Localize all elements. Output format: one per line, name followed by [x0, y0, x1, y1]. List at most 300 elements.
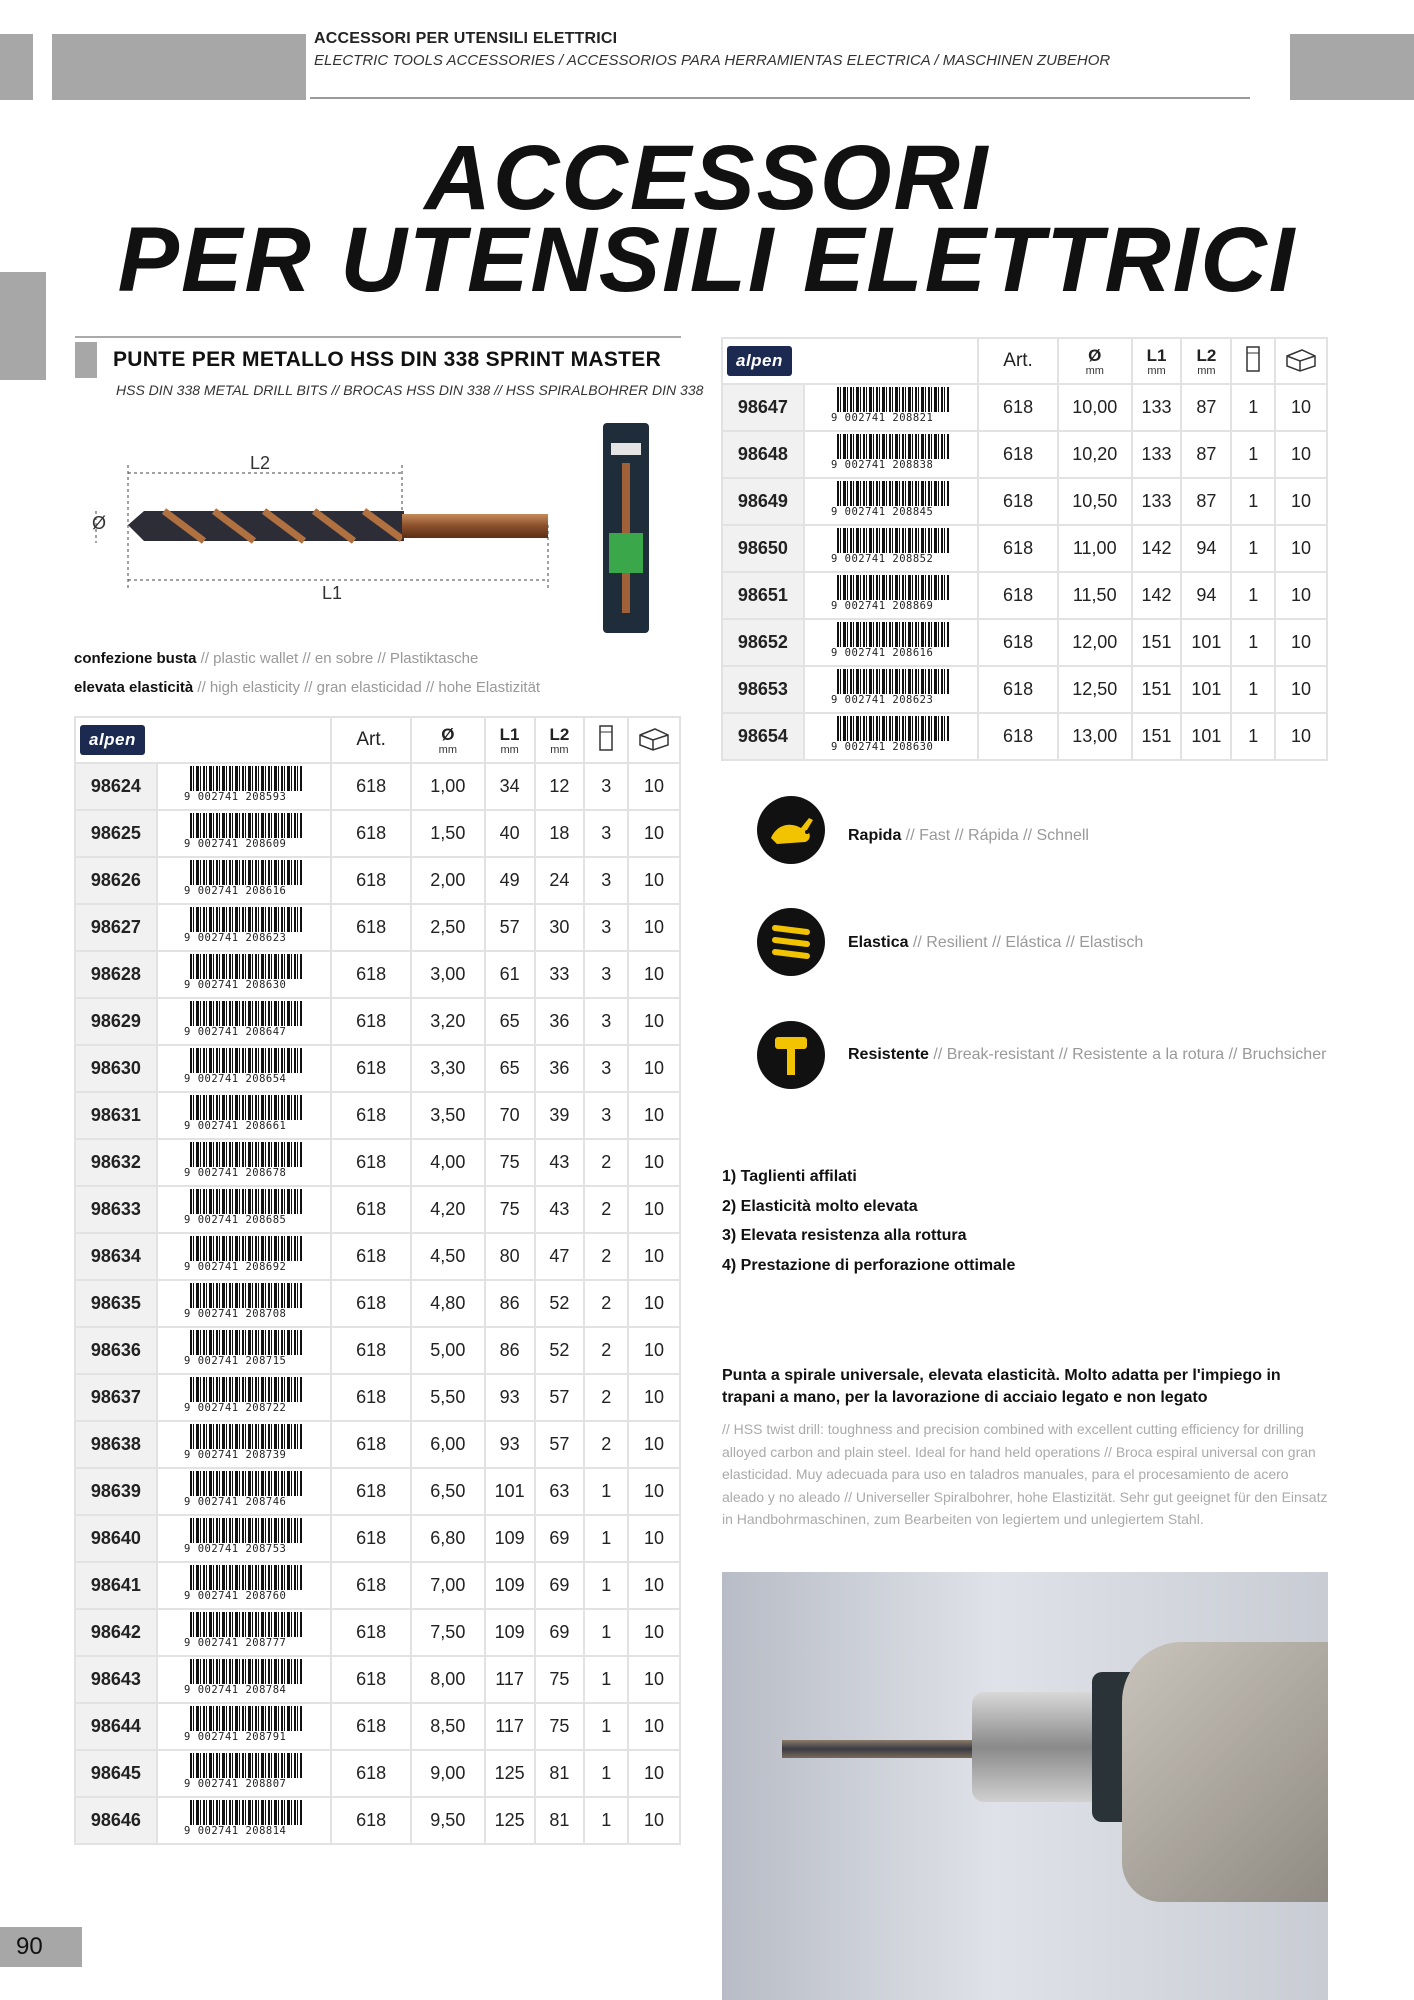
l2-value: 101 — [1181, 713, 1231, 760]
ean-number: 9 002741 208814 — [184, 1825, 304, 1837]
diameter-value: 4,00 — [411, 1139, 485, 1186]
pack-qty: 3 — [584, 763, 628, 810]
ean-number: 9 002741 208609 — [184, 838, 304, 850]
diameter-value: 10,00 — [1058, 384, 1132, 431]
barcode — [157, 904, 332, 951]
section-marker — [75, 342, 97, 378]
art-value: 618 — [978, 666, 1058, 713]
drill-shank — [402, 514, 548, 538]
col-box-icon — [1275, 338, 1327, 384]
diameter-value: 4,50 — [411, 1233, 485, 1280]
l1-value: 40 — [485, 810, 535, 857]
diameter-value: 3,30 — [411, 1045, 485, 1092]
brand-logo: alpen — [75, 717, 331, 763]
table-row — [75, 1374, 680, 1421]
pack-qty: 1 — [584, 1750, 628, 1797]
diameter-value: 13,00 — [1058, 713, 1132, 760]
art-value: 618 — [331, 1421, 411, 1468]
art-value: 618 — [331, 1045, 411, 1092]
diameter-value: 1,00 — [411, 763, 485, 810]
product-code: 98629 — [75, 998, 157, 1045]
table-row — [722, 431, 1327, 478]
pack-qty: 1 — [584, 1797, 628, 1844]
barcode — [157, 1139, 332, 1186]
table-row — [75, 1139, 680, 1186]
barcode — [157, 1374, 332, 1421]
barcode — [157, 1468, 332, 1515]
box-qty: 10 — [628, 1656, 680, 1703]
art-value: 618 — [331, 1750, 411, 1797]
product-code: 98643 — [75, 1656, 157, 1703]
box-qty: 10 — [628, 998, 680, 1045]
l2-value: 69 — [535, 1562, 585, 1609]
art-value: 618 — [331, 998, 411, 1045]
table-row — [722, 666, 1327, 713]
diameter-value: 9,00 — [411, 1750, 485, 1797]
ean-number: 9 002741 208593 — [184, 791, 304, 803]
pack-qty: 2 — [584, 1139, 628, 1186]
pack-qty: 2 — [584, 1233, 628, 1280]
art-value: 618 — [331, 1468, 411, 1515]
art-value: 618 — [331, 951, 411, 998]
diameter-value: 6,50 — [411, 1468, 485, 1515]
pack-qty: 1 — [1231, 478, 1275, 525]
feature-break-resistant: Resistente // Break-resistant // Resistente a la rotura // Bruchsicher — [848, 1046, 1327, 1063]
pack-qty: 1 — [584, 1468, 628, 1515]
l1-value: 34 — [485, 763, 535, 810]
diameter-value: 7,00 — [411, 1562, 485, 1609]
barcode — [157, 763, 332, 810]
art-value: 618 — [331, 810, 411, 857]
table-row — [75, 1186, 680, 1233]
product-code: 98641 — [75, 1562, 157, 1609]
l1-value: 117 — [485, 1703, 535, 1750]
box-qty: 10 — [628, 951, 680, 998]
col-pack-icon — [1231, 338, 1275, 384]
diameter-value: 2,00 — [411, 857, 485, 904]
l1-value: 57 — [485, 904, 535, 951]
l1-value: 151 — [1132, 619, 1182, 666]
barcode — [804, 713, 979, 760]
pack-qty: 1 — [1231, 713, 1275, 760]
ean-number: 9 002741 208746 — [184, 1496, 304, 1508]
art-value: 618 — [331, 763, 411, 810]
product-code: 98651 — [722, 572, 804, 619]
list-item: 4) Prestazione di perforazione ottimale — [722, 1256, 1016, 1274]
product-code: 98639 — [75, 1468, 157, 1515]
barcode — [157, 1233, 332, 1280]
ean-number: 9 002741 208616 — [184, 885, 304, 897]
l1-value: 117 — [485, 1656, 535, 1703]
l1-value: 75 — [485, 1139, 535, 1186]
l1-value: 65 — [485, 1045, 535, 1092]
box-qty: 10 — [1275, 619, 1327, 666]
l2-value: 36 — [535, 998, 585, 1045]
l2-value: 36 — [535, 1045, 585, 1092]
box-qty: 10 — [628, 1468, 680, 1515]
page-number: 90 — [0, 1927, 82, 1967]
product-code: 98631 — [75, 1092, 157, 1139]
pack-qty: 1 — [584, 1609, 628, 1656]
ean-number: 9 002741 208784 — [184, 1684, 304, 1696]
art-value: 618 — [331, 1139, 411, 1186]
art-value: 618 — [331, 1609, 411, 1656]
art-value: 618 — [331, 1562, 411, 1609]
l2-value: 12 — [535, 763, 585, 810]
pack-qty: 1 — [584, 1562, 628, 1609]
box-qty: 10 — [628, 1609, 680, 1656]
box-qty: 10 — [1275, 431, 1327, 478]
box-qty: 10 — [628, 1703, 680, 1750]
table-row — [75, 1045, 680, 1092]
pack-qty: 1 — [1231, 666, 1275, 713]
table-row — [75, 1703, 680, 1750]
diameter-value: 11,50 — [1058, 572, 1132, 619]
product-code: 98627 — [75, 904, 157, 951]
product-code: 98624 — [75, 763, 157, 810]
product-code: 98654 — [722, 713, 804, 760]
col-art: Art. — [978, 338, 1058, 384]
diameter-value: 3,20 — [411, 998, 485, 1045]
description-multilingual: // HSS twist drill: toughness and precision combined with excellent cutting efficiency for drilling alloyed carbon and plain steel. Ideal for hand held operations // Broca espiral universal con gran elasticidad. Muy adecuada para uso en taladros manuales, para el procesamiento de acero aleado y no aleado // Universeller Spiralbohrer, hohe Elastizität. Sehr gut geeignet für den Einsatz in Handbohrmaschinen, zum Bearbeiten von legiertem und unlegiertem Stahl. — [722, 1421, 1328, 1527]
header-tab — [52, 34, 306, 100]
ean-number: 9 002741 208630 — [184, 979, 304, 991]
box-qty: 10 — [1275, 666, 1327, 713]
table-row — [75, 904, 680, 951]
l2-value: 101 — [1181, 619, 1231, 666]
art-value: 618 — [331, 1327, 411, 1374]
l2-value: 39 — [535, 1092, 585, 1139]
ean-number: 9 002741 208807 — [184, 1778, 304, 1790]
table-row — [75, 1562, 680, 1609]
list-item: 3) Elevata resistenza alla rottura — [722, 1227, 967, 1244]
box-qty: 10 — [628, 1186, 680, 1233]
pack-qty: 2 — [584, 1374, 628, 1421]
barcode — [804, 666, 979, 713]
product-table-right — [721, 337, 1328, 761]
box-qty: 10 — [628, 904, 680, 951]
barcode — [157, 1562, 332, 1609]
l1-value: 80 — [485, 1233, 535, 1280]
l1-value: 49 — [485, 857, 535, 904]
art-value: 618 — [331, 1186, 411, 1233]
right-edge-tab — [1290, 34, 1414, 100]
feature-resilient: Elastica // Resilient // Elástica // Elastisch — [848, 934, 1144, 951]
col-art: Art. — [331, 717, 411, 763]
barcode — [804, 478, 979, 525]
pack-qty: 1 — [1231, 619, 1275, 666]
l1-value: 109 — [485, 1609, 535, 1656]
box-qty: 10 — [628, 810, 680, 857]
l2-value: 33 — [535, 951, 585, 998]
header-divider — [310, 97, 1250, 99]
art-value: 618 — [978, 619, 1058, 666]
diameter-value: 4,20 — [411, 1186, 485, 1233]
ean-number: 9 002741 208654 — [184, 1073, 304, 1085]
l2-value: 69 — [535, 1609, 585, 1656]
table-row — [75, 810, 680, 857]
ean-number: 9 002741 208708 — [184, 1308, 304, 1320]
l1-value: 101 — [485, 1468, 535, 1515]
box-qty: 10 — [1275, 713, 1327, 760]
l1-value: 142 — [1132, 525, 1182, 572]
l2-value: 81 — [535, 1750, 585, 1797]
box-qty: 10 — [1275, 572, 1327, 619]
barcode — [157, 1045, 332, 1092]
box-qty: 10 — [628, 1139, 680, 1186]
l1-value: 133 — [1132, 431, 1182, 478]
pack-qty: 1 — [1231, 572, 1275, 619]
l1-value: 70 — [485, 1092, 535, 1139]
pack-qty: 3 — [584, 951, 628, 998]
box-qty: 10 — [1275, 525, 1327, 572]
art-value: 618 — [331, 1703, 411, 1750]
pack-qty: 1 — [584, 1703, 628, 1750]
pack-qty: 1 — [1231, 431, 1275, 478]
feature-fast: Rapida // Fast // Rápida // Schnell — [848, 827, 1089, 844]
col-box-icon — [628, 717, 680, 763]
art-value: 618 — [978, 478, 1058, 525]
l2-value: 101 — [1181, 666, 1231, 713]
ean-number: 9 002741 208616 — [831, 647, 951, 659]
list-item: 1) Taglienti affilati — [722, 1168, 857, 1185]
l2-value: 24 — [535, 857, 585, 904]
drilling-photo — [722, 1572, 1328, 2000]
l1-value: 65 — [485, 998, 535, 1045]
ean-number: 9 002741 208753 — [184, 1543, 304, 1555]
product-code: 98635 — [75, 1280, 157, 1327]
art-value: 618 — [331, 1374, 411, 1421]
diameter-value: 8,50 — [411, 1703, 485, 1750]
diameter-value: 12,50 — [1058, 666, 1132, 713]
product-code: 98625 — [75, 810, 157, 857]
ean-number: 9 002741 208845 — [831, 506, 951, 518]
barcode — [157, 1609, 332, 1656]
box-qty: 10 — [628, 1421, 680, 1468]
table-row — [722, 525, 1327, 572]
product-code: 98630 — [75, 1045, 157, 1092]
pack-qty: 2 — [584, 1280, 628, 1327]
product-table-left — [74, 716, 681, 1845]
pack-qty: 2 — [584, 1421, 628, 1468]
box-qty: 10 — [1275, 478, 1327, 525]
barcode — [157, 857, 332, 904]
l1-value: 75 — [485, 1186, 535, 1233]
product-code: 98650 — [722, 525, 804, 572]
description-bold: Punta a spirale universale, elevata elasticità. Molto adatta per l'impiego in trapani a mano, per la lavorazione di acciaio legato e non legato — [722, 1367, 1281, 1406]
pack-qty: 1 — [584, 1656, 628, 1703]
ean-number: 9 002741 208692 — [184, 1261, 304, 1273]
l2-value: 94 — [1181, 525, 1231, 572]
diameter-value: 2,50 — [411, 904, 485, 951]
ean-number: 9 002741 208869 — [831, 600, 951, 612]
product-code: 98653 — [722, 666, 804, 713]
barcode — [157, 1327, 332, 1374]
art-value: 618 — [978, 431, 1058, 478]
table-row — [722, 713, 1327, 760]
box-qty: 10 — [1275, 384, 1327, 431]
art-value: 618 — [978, 384, 1058, 431]
barcode — [804, 572, 979, 619]
ean-number: 9 002741 208722 — [184, 1402, 304, 1414]
table-row — [75, 1092, 680, 1139]
numbered-list — [722, 1162, 1015, 1280]
ean-number: 9 002741 208661 — [184, 1120, 304, 1132]
ean-number: 9 002741 208791 — [184, 1731, 304, 1743]
packaging-line: confezione busta // plastic wallet // en sobre // Plastiktasche — [74, 650, 479, 667]
table-row — [75, 1421, 680, 1468]
l2-value: 63 — [535, 1468, 585, 1515]
l1-value: 125 — [485, 1797, 535, 1844]
box-qty: 10 — [628, 1045, 680, 1092]
diameter-value: 12,00 — [1058, 619, 1132, 666]
art-value: 618 — [331, 857, 411, 904]
table-row — [722, 384, 1327, 431]
ean-number: 9 002741 208678 — [184, 1167, 304, 1179]
l2-value: 30 — [535, 904, 585, 951]
box-qty: 10 — [628, 1233, 680, 1280]
col-l2: L2 mm — [1181, 338, 1231, 384]
table-row — [722, 478, 1327, 525]
table-row — [75, 1327, 680, 1374]
product-code: 98647 — [722, 384, 804, 431]
art-value: 618 — [331, 1656, 411, 1703]
l1-value: 133 — [1132, 384, 1182, 431]
box-qty: 10 — [628, 1327, 680, 1374]
col-pack-icon — [584, 717, 628, 763]
product-code: 98644 — [75, 1703, 157, 1750]
product-code: 98642 — [75, 1609, 157, 1656]
diameter-value: 8,00 — [411, 1656, 485, 1703]
box-qty: 10 — [628, 857, 680, 904]
barcode — [157, 1750, 332, 1797]
pack-qty: 3 — [584, 998, 628, 1045]
product-code: 98646 — [75, 1797, 157, 1844]
barcode — [804, 431, 979, 478]
product-code: 98626 — [75, 857, 157, 904]
ean-number: 9 002741 208739 — [184, 1449, 304, 1461]
col-l2: L2 mm — [535, 717, 585, 763]
l2-value: 81 — [535, 1797, 585, 1844]
l1-value: 93 — [485, 1421, 535, 1468]
l1-value: 109 — [485, 1515, 535, 1562]
table-row — [75, 1656, 680, 1703]
barcode — [804, 619, 979, 666]
l2-value: 43 — [535, 1139, 585, 1186]
table-row — [75, 1515, 680, 1562]
barcode — [157, 1515, 332, 1562]
packaging-image — [603, 423, 649, 633]
l2-value: 57 — [535, 1374, 585, 1421]
l2-label: L2 — [250, 453, 271, 473]
diameter-value: 10,20 — [1058, 431, 1132, 478]
l2-value: 52 — [535, 1327, 585, 1374]
pack-qty: 3 — [584, 810, 628, 857]
section-title: PUNTE PER METALLO HSS DIN 338 SPRINT MASTER — [113, 348, 662, 371]
box-qty: 10 — [628, 1750, 680, 1797]
barcode — [157, 1092, 332, 1139]
barcode — [804, 525, 979, 572]
barcode — [157, 1703, 332, 1750]
brand-logo: alpen — [722, 338, 978, 384]
product-code: 98628 — [75, 951, 157, 998]
l1-value: 86 — [485, 1280, 535, 1327]
barcode — [157, 951, 332, 998]
pack-qty: 1 — [1231, 384, 1275, 431]
product-code: 98649 — [722, 478, 804, 525]
art-value: 618 — [331, 1797, 411, 1844]
col-l1: L1 mm — [485, 717, 535, 763]
l1-value: 133 — [1132, 478, 1182, 525]
l2-value: 94 — [1181, 572, 1231, 619]
l1-value: 109 — [485, 1562, 535, 1609]
l1-value: 142 — [1132, 572, 1182, 619]
diameter-value: 6,00 — [411, 1421, 485, 1468]
diameter-value: 5,00 — [411, 1327, 485, 1374]
product-code: 98648 — [722, 431, 804, 478]
product-code: 98637 — [75, 1374, 157, 1421]
table-row — [722, 619, 1327, 666]
ean-number: 9 002741 208838 — [831, 459, 951, 471]
list-item: 2) Elasticità molto elevata — [722, 1197, 918, 1215]
table-row — [722, 572, 1327, 619]
main-title-line1: ACCESSORI — [424, 127, 990, 229]
box-qty: 10 — [628, 1092, 680, 1139]
ean-number: 9 002741 208647 — [184, 1026, 304, 1038]
l2-value: 43 — [535, 1186, 585, 1233]
diameter-value: 5,50 — [411, 1374, 485, 1421]
table-row — [75, 1280, 680, 1327]
product-code: 98636 — [75, 1327, 157, 1374]
barcode — [157, 1280, 332, 1327]
diameter-value: 1,50 — [411, 810, 485, 857]
ean-number: 9 002741 208852 — [831, 553, 951, 565]
product-code: 98638 — [75, 1421, 157, 1468]
l2-value: 69 — [535, 1515, 585, 1562]
product-code: 98645 — [75, 1750, 157, 1797]
table-row — [75, 1609, 680, 1656]
header-subtitle: ELECTRIC TOOLS ACCESSORIES / ACCESSORIOS PARA HERRAMIENTAS ELECTRICA / MASCHINEN ZUBEHOR — [314, 52, 1111, 69]
ean-number: 9 002741 208777 — [184, 1637, 304, 1649]
barcode — [157, 1656, 332, 1703]
l2-value: 75 — [535, 1703, 585, 1750]
pack-qty: 2 — [584, 1186, 628, 1233]
diameter-value: 6,80 — [411, 1515, 485, 1562]
pack-qty: 1 — [1231, 525, 1275, 572]
diameter-value: 10,50 — [1058, 478, 1132, 525]
section-divider — [75, 336, 681, 338]
pack-qty: 3 — [584, 1092, 628, 1139]
l2-value: 18 — [535, 810, 585, 857]
l1-value: 86 — [485, 1327, 535, 1374]
ean-number: 9 002741 208760 — [184, 1590, 304, 1602]
box-qty: 10 — [628, 1797, 680, 1844]
box-qty: 10 — [628, 1515, 680, 1562]
l1-value: 151 — [1132, 666, 1182, 713]
barcode — [157, 810, 332, 857]
spring-icon — [757, 908, 825, 976]
table-row — [75, 1750, 680, 1797]
diameter-value: 11,00 — [1058, 525, 1132, 572]
product-code: 98633 — [75, 1186, 157, 1233]
art-value: 618 — [978, 572, 1058, 619]
table-row — [75, 763, 680, 810]
diameter-value: 9,50 — [411, 1797, 485, 1844]
table-row — [75, 1233, 680, 1280]
l1-value: 93 — [485, 1374, 535, 1421]
table-row — [75, 1468, 680, 1515]
pack-qty: 3 — [584, 904, 628, 951]
